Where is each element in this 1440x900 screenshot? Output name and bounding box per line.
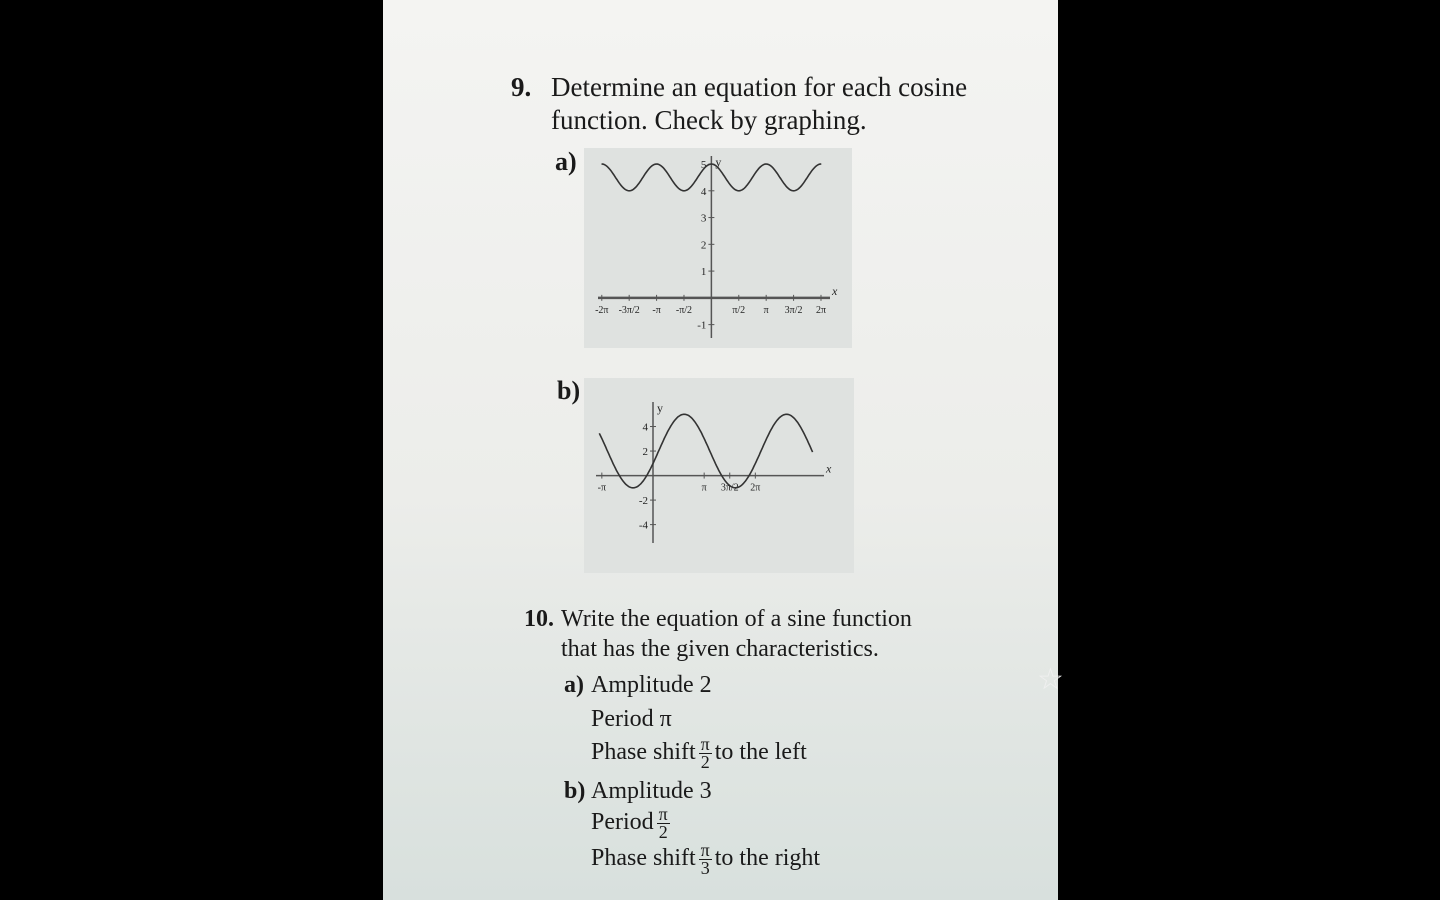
x-tick-label: 2π [750, 482, 761, 494]
q10b-period [591, 806, 673, 841]
q10a-phase-fraction [699, 736, 712, 771]
q10b-period-fraction [657, 806, 670, 841]
y-axis-label: y [657, 401, 663, 415]
graph-9b [584, 378, 854, 573]
q10-prompt-line1: Write the equation of a sine function [561, 606, 912, 632]
q10b-phase-suffix: to the right [714, 845, 821, 872]
x-tick-label: π [763, 304, 769, 316]
series-curve [599, 414, 812, 488]
x-tick-label: -π/2 [675, 304, 693, 316]
graph-9a [584, 148, 852, 348]
q9-part-a-label: a) [555, 147, 577, 176]
y-tick-label: 3 [700, 212, 707, 225]
graph-9b-svg [584, 378, 854, 573]
star-icon: ☆ [1037, 662, 1064, 697]
x-tick-label: 2π [815, 304, 827, 316]
x-tick-label: π [701, 482, 707, 494]
graph-9a-svg [584, 148, 852, 348]
q10b-phase-fraction [699, 842, 712, 877]
y-tick-label: 5 [700, 159, 707, 172]
x-tick-label: -3π/2 [618, 304, 640, 316]
fraction-denominator: 2 [658, 822, 668, 842]
x-axis-label: x [832, 283, 838, 298]
x-tick-label: 3π/2 [720, 482, 739, 494]
q10a-phase-shift [591, 736, 807, 771]
q10-prompt-line2: that has the given characteristics. [561, 636, 879, 662]
y-tick-label: 2 [642, 446, 648, 459]
x-tick-label: 3π/2 [784, 304, 803, 316]
x-tick-label: π/2 [732, 304, 746, 316]
y-tick-label: -1 [697, 319, 707, 332]
fraction-numerator: π [700, 840, 710, 860]
y-tick-label: 2 [700, 239, 707, 252]
x-axis-label: x [826, 461, 832, 476]
q10-number: 10. [524, 606, 554, 632]
y-tick-label: 4 [700, 185, 707, 198]
q9-part-b-label: b) [557, 376, 581, 405]
q10a-phase-suffix: to the left [714, 739, 807, 766]
q9-prompt-line2: function. Check by graphing. [551, 105, 867, 135]
y-tick-label: 1 [700, 266, 707, 279]
y-tick-label: 4 [642, 421, 648, 434]
fraction-denominator: 2 [700, 752, 710, 772]
x-tick-label: -π [597, 482, 607, 494]
q9-prompt-line1: Determine an equation for each cosine [551, 72, 968, 102]
fraction-numerator: π [658, 804, 668, 824]
q9-number: 9. [511, 72, 532, 102]
y-axis-label: y [715, 155, 722, 169]
textbook-page [383, 0, 1058, 900]
q10-part-a-label: a) [564, 672, 584, 698]
q10b-phase-prefix: Phase shift [591, 845, 696, 872]
q10a-amplitude: Amplitude 2 [591, 672, 712, 698]
q10-part-b-label: b) [564, 778, 586, 804]
y-tick-label: -2 [638, 495, 648, 508]
q10b-phase-shift [591, 842, 820, 877]
x-tick-label: -2π [595, 304, 609, 316]
q10a-phase-prefix: Phase shift [591, 739, 696, 766]
x-tick-label: -π [652, 304, 661, 316]
q10a-period: Period π [591, 706, 672, 732]
q10b-amplitude: Amplitude 3 [591, 778, 712, 804]
q10b-period-prefix: Period [591, 809, 654, 836]
y-tick-label: -4 [638, 519, 648, 532]
fraction-denominator: 3 [700, 858, 710, 878]
fraction-numerator: π [700, 734, 710, 754]
